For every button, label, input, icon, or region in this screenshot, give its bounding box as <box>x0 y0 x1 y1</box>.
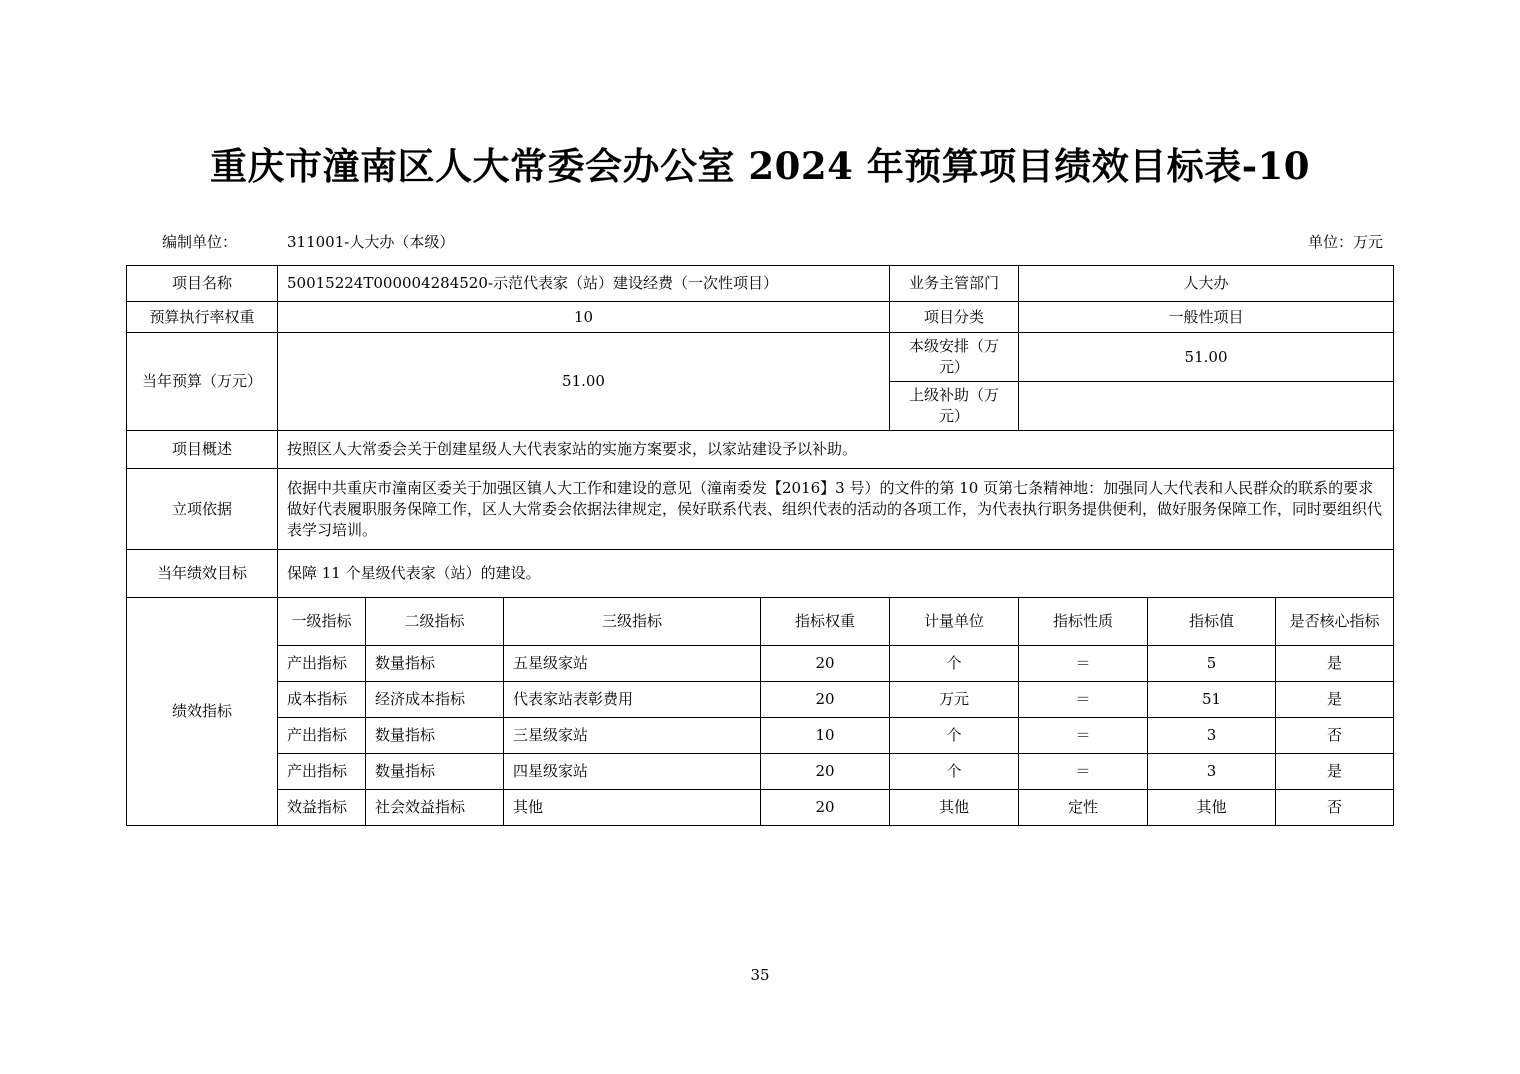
cell-level3: 五星级家站 <box>504 646 761 682</box>
project-name-label: 项目名称 <box>127 266 278 302</box>
cell-level2: 社会效益指标 <box>366 790 504 826</box>
indicator-row <box>127 718 1394 754</box>
cell-nature: ＝ <box>1019 754 1148 790</box>
header-level2: 二级指标 <box>366 598 504 646</box>
cell-core: 是 <box>1276 754 1394 790</box>
subsidy-label: 上级补助（万元） <box>890 382 1019 431</box>
local-allocation-value: 51.00 <box>1019 333 1394 382</box>
local-allocation-label: 本级安排（万元） <box>890 333 1019 382</box>
goal-value: 保障 11 个星级代表家（站）的建设。 <box>278 550 1394 598</box>
cell-level3: 四星级家站 <box>504 754 761 790</box>
budget-label: 当年预算（万元） <box>127 333 278 431</box>
subsidy-value <box>1019 382 1394 431</box>
header-weight: 指标权重 <box>761 598 890 646</box>
indicators-section-label: 绩效指标 <box>127 598 278 826</box>
compile-unit-label: 编制单位： <box>162 233 238 251</box>
cell-nature: ＝ <box>1019 718 1148 754</box>
cell-value: 51 <box>1148 682 1276 718</box>
weight-value: 10 <box>278 302 890 333</box>
cell-level2: 数量指标 <box>366 646 504 682</box>
cell-unit: 个 <box>890 718 1019 754</box>
page-title: 重庆市潼南区人大常委会办公室 2024 年预算项目绩效目标表-10 <box>209 144 1311 188</box>
compile-unit-value: 311001-人大办（本级） <box>287 233 455 251</box>
department-label: 业务主管部门 <box>890 266 1019 302</box>
overview-label: 项目概述 <box>127 431 278 469</box>
cell-level2: 经济成本指标 <box>366 682 504 718</box>
cell-value: 5 <box>1148 646 1276 682</box>
goal-label: 当年绩效目标 <box>127 550 278 598</box>
cell-core: 否 <box>1276 718 1394 754</box>
page-number: 35 <box>750 966 770 984</box>
cell-unit: 其他 <box>890 790 1019 826</box>
cell-value: 3 <box>1148 718 1276 754</box>
weight-row <box>127 302 1394 333</box>
overview-row <box>127 431 1394 469</box>
cell-core: 否 <box>1276 790 1394 826</box>
indicator-row <box>127 682 1394 718</box>
cell-nature: ＝ <box>1019 646 1148 682</box>
cell-weight: 20 <box>761 682 890 718</box>
cell-level1: 成本指标 <box>278 682 366 718</box>
cell-level2: 数量指标 <box>366 754 504 790</box>
cell-level1: 效益指标 <box>278 790 366 826</box>
cell-level3: 三星级家站 <box>504 718 761 754</box>
cell-level2: 数量指标 <box>366 718 504 754</box>
budget-value: 51.00 <box>278 333 890 431</box>
cell-core: 是 <box>1276 646 1394 682</box>
cell-level1: 产出指标 <box>278 646 366 682</box>
cell-weight: 10 <box>761 718 890 754</box>
header-value: 指标值 <box>1148 598 1276 646</box>
weight-label: 预算执行率权重 <box>127 302 278 333</box>
project-name-row <box>127 266 1394 302</box>
header-level1: 一级指标 <box>278 598 366 646</box>
cell-level3: 其他 <box>504 790 761 826</box>
cell-nature: 定性 <box>1019 790 1148 826</box>
overview-value: 按照区人大常委会关于创建星级人大代表家站的实施方案要求，以家站建设予以补助。 <box>278 431 1394 469</box>
cell-unit: 万元 <box>890 682 1019 718</box>
cell-nature: ＝ <box>1019 682 1148 718</box>
cell-weight: 20 <box>761 790 890 826</box>
cell-level3: 代表家站表彰费用 <box>504 682 761 718</box>
basis-row <box>127 469 1394 550</box>
header-core: 是否核心指标 <box>1276 598 1394 646</box>
department-value: 人大办 <box>1019 266 1394 302</box>
cell-weight: 20 <box>761 754 890 790</box>
cell-core: 是 <box>1276 682 1394 718</box>
header-nature: 指标性质 <box>1019 598 1148 646</box>
cell-unit: 个 <box>890 646 1019 682</box>
cell-level1: 产出指标 <box>278 754 366 790</box>
goal-row <box>127 550 1394 598</box>
indicator-header-row <box>127 598 1394 646</box>
cell-level1: 产出指标 <box>278 718 366 754</box>
indicator-row <box>127 754 1394 790</box>
header-unit: 计量单位 <box>890 598 1019 646</box>
cell-value: 其他 <box>1148 790 1276 826</box>
performance-table <box>126 265 1394 826</box>
cell-weight: 20 <box>761 646 890 682</box>
basis-label: 立项依据 <box>127 469 278 550</box>
indicator-row <box>127 790 1394 826</box>
category-label: 项目分类 <box>890 302 1019 333</box>
basis-value: 依据中共重庆市潼南区委关于加强区镇人大工作和建设的意见（潼南委发【2016】3 号）的文件的第 10 页第七条精神地：加强同人大代表和人民群众的联系的要求做好代表履职服务保障工作，区人大常委会依据法律规定，侯好联系代表、组织代表的活动的各项工作，为代表执行职务提供便利，做好服务保障工作，同时要组织代表学习培训。 <box>278 469 1394 550</box>
currency-unit: 单位：万元 <box>1307 233 1383 251</box>
category-value: 一般性项目 <box>1019 302 1394 333</box>
project-name-value: 50015224T000004284520-示范代表家（站）建设经费（一次性项目） <box>278 266 890 302</box>
header-level3: 三级指标 <box>504 598 761 646</box>
cell-value: 3 <box>1148 754 1276 790</box>
cell-unit: 个 <box>890 754 1019 790</box>
budget-row <box>127 333 1394 382</box>
indicator-row <box>127 646 1394 682</box>
